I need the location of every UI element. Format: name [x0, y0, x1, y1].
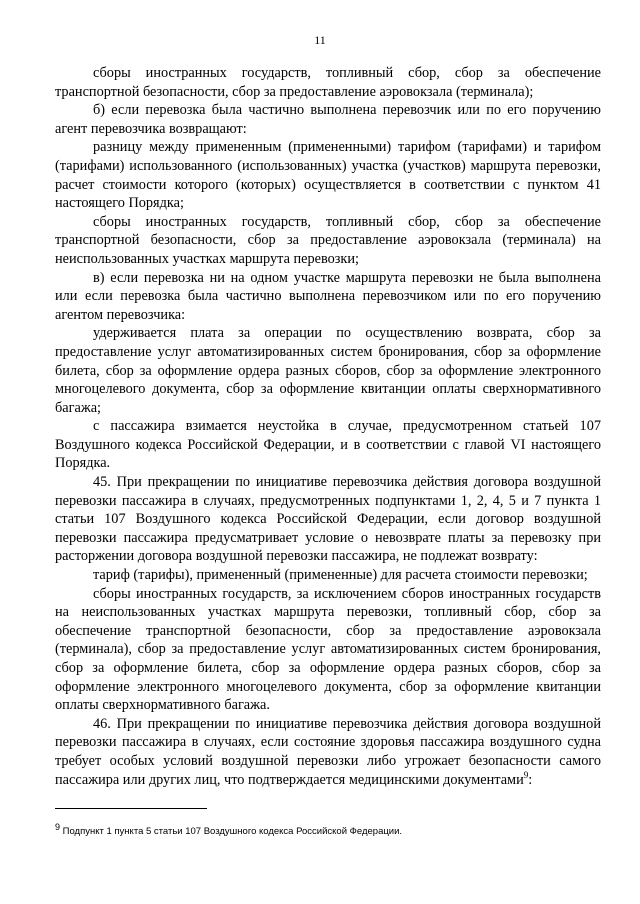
- paragraph: тариф (тарифы), примененный (примененные) для расчета стоимости перевозки;: [93, 567, 588, 584]
- paragraph: разницу между примененным (примененными) тарифом (тарифами) и тарифом (тарифами) использованного (использованных) участка (участков) маршрута перевозки, расчет стоимости которого (которых) осуществляется в соответствии с пунктом 41 настоящего Порядка;: [55, 139, 601, 212]
- paragraph: в) если перевозка ни на одном участке маршрута перевозки не была выполнена или если перевозка была частично выполнена перевозчиком или по его поручению агентом перевозчика:: [55, 269, 601, 323]
- paragraph: сборы иностранных государств, за исключением сборов иностранных государств на неиспользованных участках маршрута перевозки, топливный сбор, сбор за обеспечение транспортной безопасности, сбор за предоставление аэровокзала (терминала), сбор за предоставление услуг автоматизированных систем бронирования, сбор за оформление билета, сбор за оформление ордера разных сборов, сбор за оформление электронного многоцелевого документа, сбор за оформление квитанции оплаты сверхнормативного багажа.: [55, 585, 601, 714]
- footnote-text: Подпункт 1 пункта 5 статьи 107 Воздушного кодекса Российской Федерации.: [60, 826, 403, 837]
- paragraph-text: 46. При прекращении по инициативе перевозчика действия договора воздушной перевозки пассажира в случаях, если состояние здоровья пассажира воздушного судна требует особых условий воздушной перевозки либо угрожает безопасности самого пассажира или других лиц, что подтверждается медицинскими документами: [55, 715, 601, 788]
- footnote-separator: [55, 808, 207, 809]
- paragraph-with-footnote: [55, 715, 601, 789]
- paragraph: с пассажира взимается неустойка в случае, предусмотренном статьей 107 Воздушного кодекса Российской Федерации, и в соответствии с главой VI настоящего Порядка.: [55, 418, 601, 472]
- paragraph: сборы иностранных государств, топливный сбор, сбор за обеспечение транспортной безопасности, сбор за предоставление аэровокзала (терминала);: [55, 65, 601, 100]
- page-number: 11: [314, 33, 326, 47]
- paragraph-tail: :: [528, 771, 533, 788]
- paragraph: удерживается плата за операции по осуществлению возврата, сбор за предоставление услуг автоматизированных систем бронирования, сбор за оформление билета, сбор за оформление ордера разных сборов, сбор за оформление электронного многоцелевого документа, сбор за оформление квитанции оплаты сверхнормативного багажа;: [55, 325, 601, 416]
- footnote-reference: 9: [523, 769, 529, 780]
- footnote: [55, 821, 601, 838]
- footnote-marker: 9: [55, 821, 61, 832]
- paragraph: 45. При прекращении по инициативе перевозчика действия договора воздушной перевозки пассажира в случаях, предусмотренных подпунктами 1, 2, 4, 5 и 7 пункта 1 статьи 107 Воздушного кодекса Российской Федерации, если договор воздушной перевозки пассажира предусматривает условие о невозврате платы за перевозку при расторжении договора воздушной перевозки пассажира, не подлежат возврату:: [55, 474, 601, 565]
- paragraph: сборы иностранных государств, топливный сбор, сбор за обеспечение транспортной безопасности, сбор за предоставление аэровокзала (терминала) на неиспользованных участках маршрута перевозки;: [55, 213, 601, 267]
- paragraph: б) если перевозка была частично выполнена перевозчик или по его поручению агент перевозчика возвращают:: [55, 102, 601, 137]
- body-text: [55, 64, 601, 789]
